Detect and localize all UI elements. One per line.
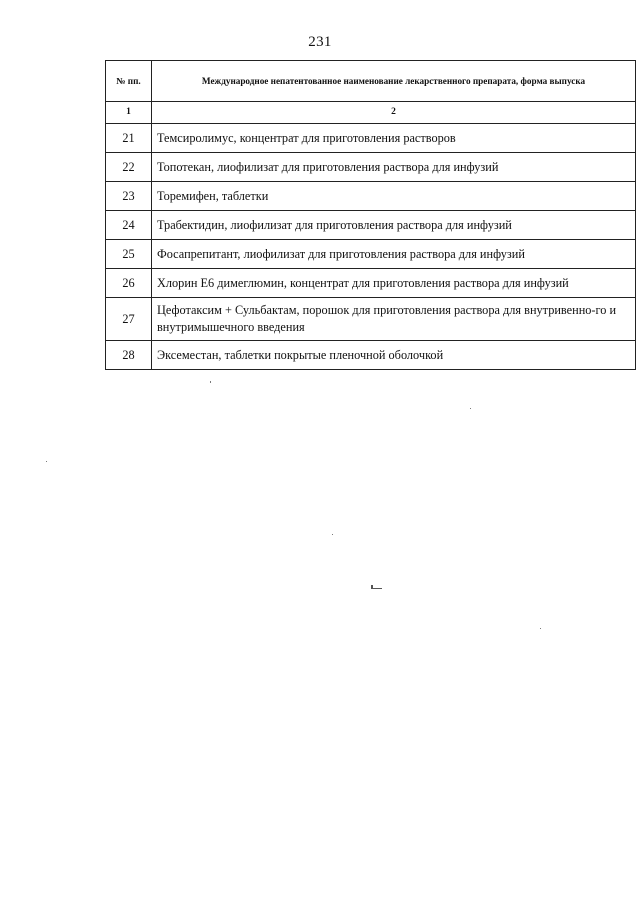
drug-name: Фосапрепитант, лиофилизат для приготовления раствора для инфузий: [152, 240, 636, 269]
table-row: [106, 153, 636, 182]
column-index-row: [106, 102, 636, 124]
scan-speck: [46, 461, 47, 462]
drug-name: Цефотаксим + Сульбактам, порошок для приготовления раствора для внутривенно-го и внутримышечного введения: [152, 298, 636, 341]
column-index-2: 2: [152, 102, 636, 124]
table-row: [106, 240, 636, 269]
scan-speck: [540, 628, 541, 629]
scan-speck: [470, 408, 471, 409]
table-row: [106, 211, 636, 240]
row-number: 21: [106, 124, 152, 153]
table-row: [106, 269, 636, 298]
row-number: 25: [106, 240, 152, 269]
row-number: 24: [106, 211, 152, 240]
column-header-drug-name: Международное непатентованное наименование лекарственного препарата, форма выпуска: [152, 61, 636, 102]
table-header-row: [106, 61, 636, 102]
drug-name: Торемифен, таблетки: [152, 182, 636, 211]
row-number: 26: [106, 269, 152, 298]
scan-speck: [332, 534, 333, 535]
drug-name: Хлорин Е6 димеглюмин, концентрат для приготовления раствора для инфузий: [152, 269, 636, 298]
row-number: 23: [106, 182, 152, 211]
column-index-1: 1: [106, 102, 152, 124]
table-row: [106, 341, 636, 370]
drug-name: Топотекан, лиофилизат для приготовления раствора для инфузий: [152, 153, 636, 182]
table-row: [106, 298, 636, 341]
table-row: [106, 124, 636, 153]
row-number: 22: [106, 153, 152, 182]
row-number: 27: [106, 298, 152, 341]
scan-speck: [210, 381, 211, 383]
drug-name: Трабектидин, лиофилизат для приготовления раствора для инфузий: [152, 211, 636, 240]
scan-speck: [371, 588, 382, 589]
row-number: 28: [106, 341, 152, 370]
drug-list-table: [105, 60, 636, 370]
drug-name: Темсиролимус, концентрат для приготовления растворов: [152, 124, 636, 153]
scan-speck: [371, 585, 373, 588]
table-row: [106, 182, 636, 211]
page-number: 231: [308, 34, 332, 50]
drug-name: Эксеместан, таблетки покрытые пленочной оболочкой: [152, 341, 636, 370]
column-header-number: № пп.: [106, 61, 152, 102]
